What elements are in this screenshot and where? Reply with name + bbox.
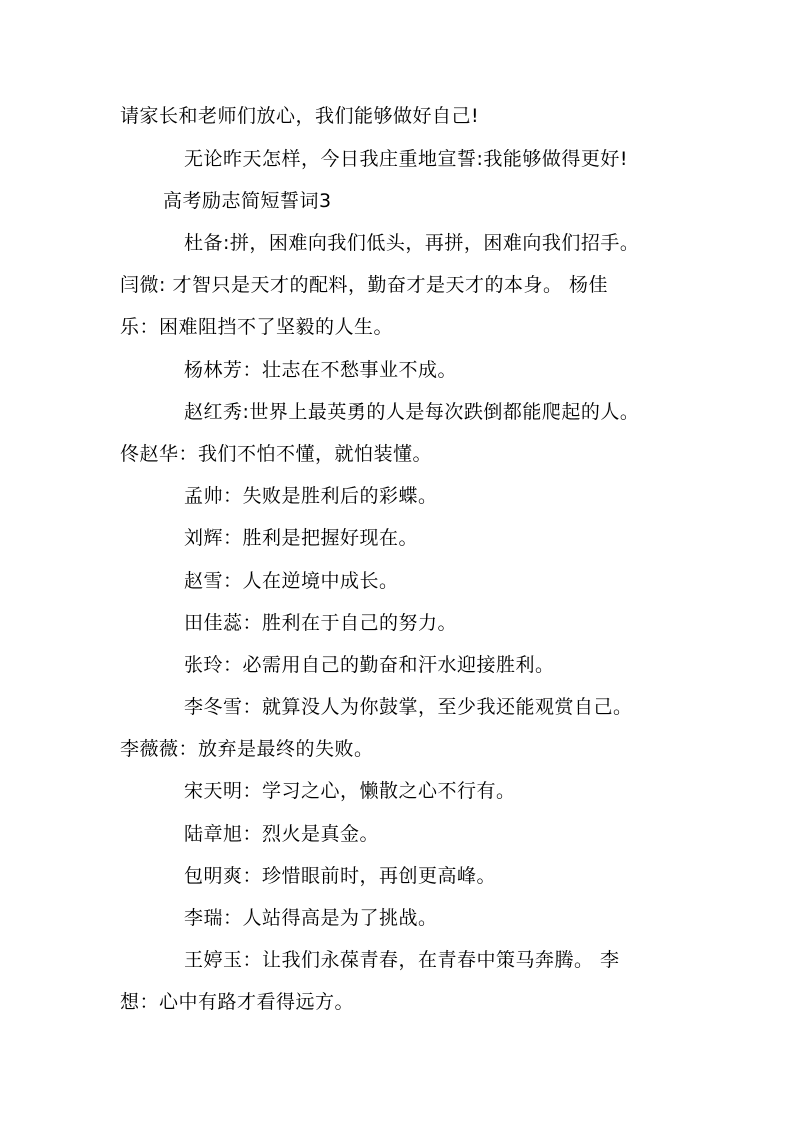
text-line: 乐：困难阻挡不了坚毅的人生。	[120, 316, 394, 338]
text-line: 想：心中有路才看得远方。	[120, 991, 355, 1013]
text-line: 孟帅：失败是胜利后的彩蝶。	[184, 485, 438, 507]
text-line: 佟赵华：我们不怕不懂，就怕装懂。	[120, 443, 433, 465]
text-line: 张玲：必需用自己的勤奋和汗水迎接胜利。	[184, 654, 555, 676]
text-line: 李薇薇：放弃是最终的失败。	[120, 738, 374, 760]
text-line: 无论昨天怎样，今日我庄重地宣誓:我能够做得更好!	[184, 148, 629, 170]
section-heading: 高考励志简短誓词3	[163, 190, 332, 212]
text-line: 田佳蕊：胜利在于自己的努力。	[184, 612, 458, 634]
text-line: 李冬雪：就算没人为你鼓掌，至少我还能观赏自己。	[184, 696, 633, 718]
text-line: 闫微: 才智只是天才的配料，勤奋才是天才的本身。 杨佳	[120, 274, 608, 296]
text-line: 陆章旭：烈火是真金。	[184, 823, 380, 845]
text-line: 李瑞：人站得高是为了挑战。	[184, 907, 438, 929]
text-line: 杨林芳：壮志在不愁事业不成。	[184, 359, 458, 381]
text-line: 宋天明：学习之心，懒散之心不行有。	[184, 780, 516, 802]
text-line: 刘辉：胜利是把握好现在。	[184, 527, 419, 549]
text-line: 王婷玉：让我们永葆青春，在青春中策马奔腾。 李	[184, 949, 620, 971]
text-line: 赵红秀:世界上最英勇的人是每次跌倒都能爬起的人。	[184, 401, 640, 423]
text-line: 赵雪：人在逆境中成长。	[184, 570, 399, 592]
text-line: 请家长和老师们放心，我们能够做好自己!	[120, 105, 480, 127]
text-line: 包明爽：珍惜眼前时，再创更高峰。	[184, 865, 497, 887]
text-line: 杜备:拼，困难向我们低头，再拼，困难向我们招手。	[184, 232, 640, 254]
